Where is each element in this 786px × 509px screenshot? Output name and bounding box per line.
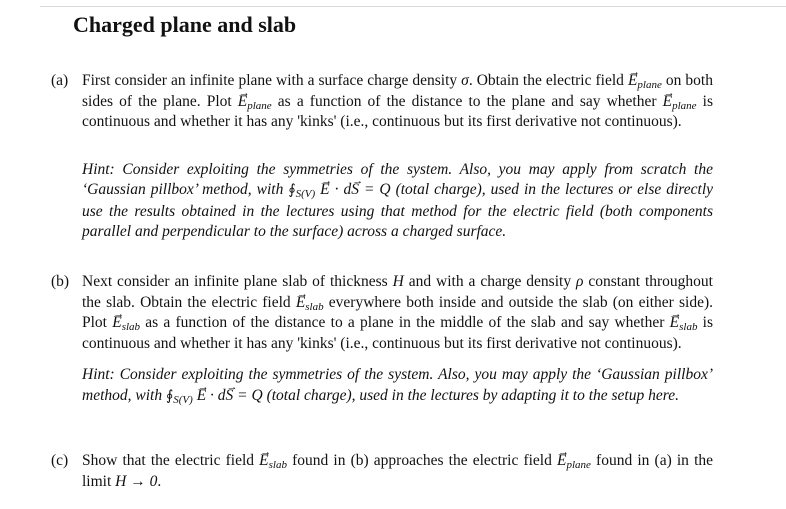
e-vector: → E <box>238 92 247 113</box>
e-vector: → E <box>557 451 566 472</box>
plane-subscript: plane <box>637 79 662 91</box>
item-c-text <box>82 451 713 492</box>
text-run: is continuous and whether it has any 'kinks' (i.e., continuous but its first derivative not continuous). <box>82 314 714 352</box>
text-run: Show that the electric field <box>82 452 260 469</box>
plane-subscript: plane <box>566 459 591 471</box>
text-run: . Obtain the electric field <box>468 72 628 89</box>
slab-subscript: slab <box>121 321 141 333</box>
item-a-text <box>82 71 713 133</box>
item-c <box>51 451 713 492</box>
e-vector: → E <box>320 180 329 201</box>
text-run: (total charge), used in the lectures or else directly use the results obtained in the lectures using that method for the electric field (both components parallel and perpendicular to the surface) across a charged surface. <box>82 181 714 240</box>
text-run: · d <box>206 386 226 404</box>
integral-subscript: S(V) <box>295 188 316 200</box>
contour-integral-symbol: ∮ <box>288 183 296 198</box>
top-rule <box>40 6 786 7</box>
integral-subscript: S(V) <box>173 393 193 406</box>
item-a <box>51 71 713 243</box>
text-run: · d <box>329 181 352 198</box>
s-vector: → S <box>226 386 234 407</box>
text-run: (total charge), used in the lectures by adapting it to the setup here. <box>262 386 679 404</box>
plane-subscript: plane <box>672 99 697 112</box>
item-b <box>51 272 713 407</box>
text-run: First consider an infinite plane with a surface charge density <box>82 72 462 89</box>
text-run: everywhere both inside and outside the slab (on either side). Plot <box>82 293 714 331</box>
item-a-marker: (a) <box>51 72 69 89</box>
text-run: found in (b) approaches the electric field <box>286 452 557 469</box>
text-run: . <box>157 472 162 490</box>
e-vector: → E <box>112 313 121 334</box>
sigma-symbol: σ <box>461 72 469 89</box>
rho-symbol: ρ <box>576 273 584 290</box>
e-vector: → E <box>296 293 305 314</box>
e-vector: → E <box>259 451 268 472</box>
page-title: Charged plane and slab <box>73 12 297 37</box>
plane-subscript: plane <box>247 99 272 112</box>
text-run: is continuous and whether it has any 'kinks' (i.e., continuous but its first derivative not continuous). <box>82 92 713 130</box>
text-run: = Q <box>358 181 391 198</box>
item-c-marker: (c) <box>51 452 69 469</box>
text-run: and with a charge density <box>403 273 576 290</box>
e-vector: → E <box>197 386 206 407</box>
slab-subscript: slab <box>305 300 324 313</box>
s-vector: → S <box>351 180 359 201</box>
slab-subscript: slab <box>268 459 287 471</box>
item-b-marker: (b) <box>51 273 70 290</box>
limit-expression: H → 0 <box>115 472 158 490</box>
e-vector: → E <box>663 92 672 113</box>
item-b-text <box>82 272 713 354</box>
text-run: Hint: Consider exploiting the symmetries of the system. Also, you may apply the ‘Gaussian pillbox’ method, with <box>82 366 713 404</box>
e-vector: → E <box>628 71 637 92</box>
contour-integral-symbol: ∮ <box>165 388 174 404</box>
text-run: Hint: Consider exploiting the symmetries of the system. Also, you may apply from scratch the ‘Gaussian pillbox’ method, with <box>82 160 713 198</box>
text-run: constant throughout the slab. Obtain the electric field <box>82 273 713 311</box>
text-run: found in (a) in the limit <box>82 452 713 490</box>
text-run: as a function of the distance to the plane and say whether <box>271 92 663 110</box>
slab-subscript: slab <box>679 321 698 333</box>
item-a-hint <box>82 160 713 243</box>
e-vector: → E <box>670 313 679 334</box>
text-run: as a function of the distance to a plane in the middle of the slab and say whether <box>140 314 670 331</box>
h-symbol: H <box>392 273 404 290</box>
text-run: = Q <box>233 386 263 404</box>
text-run: on both sides of the plane. Plot <box>82 72 713 110</box>
item-b-hint <box>82 365 713 407</box>
text-run: Next consider an infinite plane slab of thickness <box>82 273 393 290</box>
